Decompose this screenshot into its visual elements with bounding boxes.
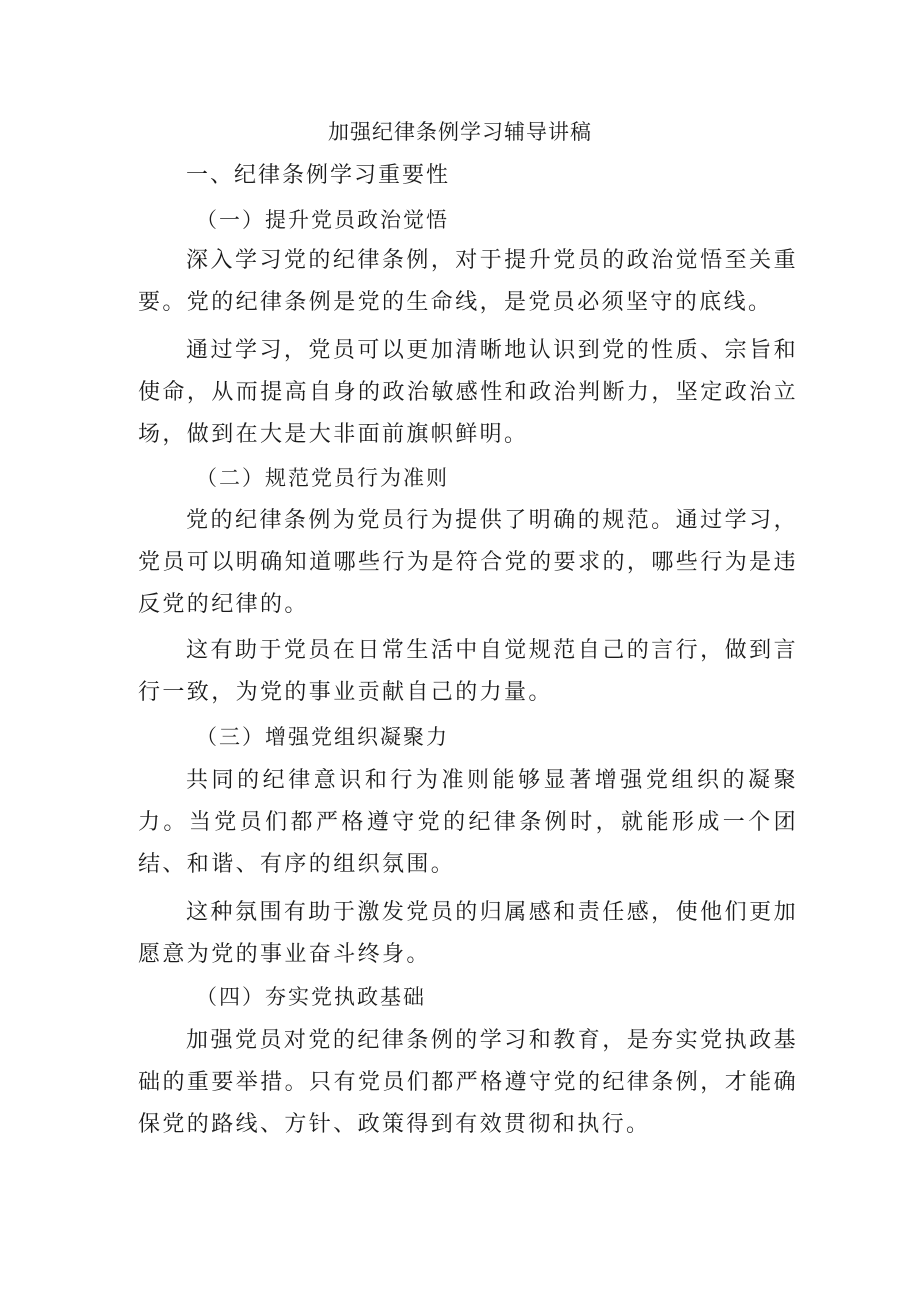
sub-heading-4: （四）夯实党执政基础 [196,985,426,1009]
section-heading: 一、纪律条例学习重要性 [186,163,451,188]
paragraph: 党的纪律条例为党员行为提供了明确的规范。通过学习，党员可以明确知道哪些行为是符合党的要求的，哪些行为是违反党的纪律的。 [138,508,798,617]
paragraph: 深入学习党的纪律条例，对于提升党员的政治觉悟至关重要。党的纪律条例是党的生命线，是党员必须坚守的底线。 [138,248,798,315]
document-title: 加强纪律条例学习辅导讲稿 [328,120,592,144]
paragraph: 加强党员对党的纪律条例的学习和教育，是夯实党执政基础的重要举措。只有党员们都严格遵守党的纪律条例，才能确保党的路线、方针、政策得到有效贯彻和执行。 [138,1028,798,1137]
paragraph: 通过学习，党员可以更加清晰地认识到党的性质、宗旨和使命，从而提高自身的政治敏感性和政治判断力，坚定政治立场，做到在大是大非面前旗帜鲜明。 [138,338,798,447]
sub-heading-1: （一）提升党员政治觉悟 [196,208,449,232]
paragraph: 这种氛围有助于激发党员的归属感和责任感，使他们更加愿意为党的事业奋斗终身。 [138,900,798,967]
paragraph: 这有助于党员在日常生活中自觉规范自己的言行，做到言行一致，为党的事业贡献自己的力量。 [138,638,798,705]
paragraph: 共同的纪律意识和行为准则能够显著增强党组织的凝聚力。当党员们都严格遵守党的纪律条例时，就能形成一个团结、和谐、有序的组织氛围。 [138,768,798,877]
sub-heading-3: （三）增强党组织凝聚力 [196,725,449,749]
sub-heading-2: （二）规范党员行为准则 [196,466,449,490]
